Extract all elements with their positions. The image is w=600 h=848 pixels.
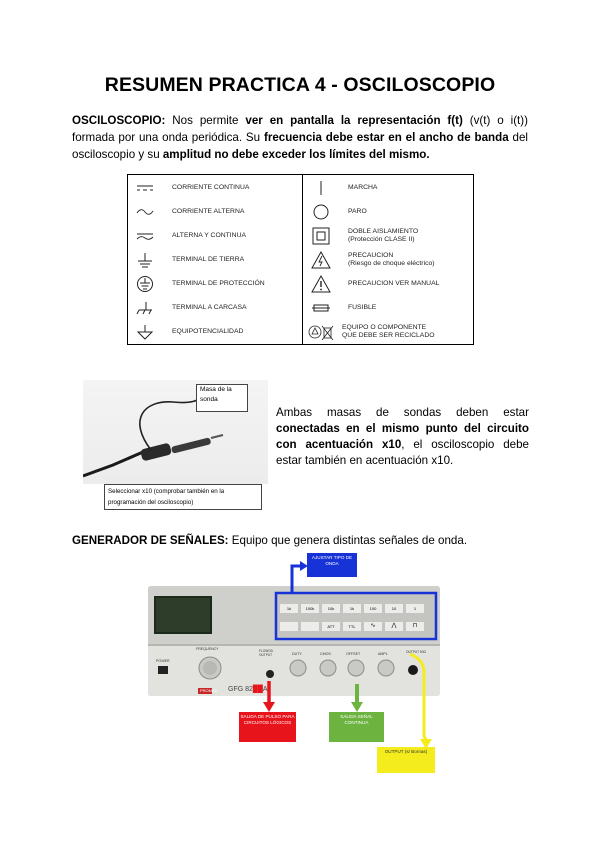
intro-term: OSCILOSCOPIO:	[72, 114, 166, 127]
page-title: RESUMEN PRACTICA 4 - OSCILOSCOPIO	[104, 74, 496, 96]
brand-logo: PROMAX	[200, 688, 218, 693]
square-wave-button[interactable]: ⊓	[406, 622, 424, 631]
symbol-label: PRECAUCION (Riesgo de choque eléctrico)	[348, 252, 435, 267]
sine-wave-button[interactable]: ∿	[364, 622, 382, 631]
red-arrow-head	[263, 702, 275, 712]
range-button[interactable]: 100k	[301, 604, 319, 613]
symbol-label: TERMINAL DE TIERRA	[172, 256, 245, 263]
intro-bold: frecuencia debe estar en el ancho de banda	[263, 131, 509, 144]
knob-label: FLOWOD OUTPUT	[259, 649, 273, 657]
symbol-label: DOBLE AISLAMIENTO (Protección CLASE II)	[348, 228, 419, 243]
knob-label: FREQUENCY	[196, 647, 219, 651]
intro-bold: amplitud no debe exceder los límites del mismo.	[162, 148, 430, 161]
range-button[interactable]: 10	[385, 604, 403, 613]
green-arrow-head	[351, 702, 363, 712]
intro-text: del osciloscopio y su	[72, 131, 528, 161]
knob-label: OUTPUT 50Ω	[406, 650, 426, 654]
symbol-label: TERMINAL DE PROTECCIÓN	[172, 280, 265, 287]
probe-x10-label: Seleccionar x10 (comprobar también en la programación del osciloscopio)	[104, 484, 262, 510]
knob-label: DUTY	[292, 652, 302, 656]
model-label: GFG 82██A	[228, 686, 268, 693]
range-button[interactable]: 10k	[322, 604, 340, 613]
intro-text: (v(t) o i(t)) formada por una onda periódica. Su	[72, 114, 528, 144]
knob-label: AMPL	[378, 652, 388, 656]
ttl-button[interactable]: TTL	[343, 622, 361, 631]
triangle-wave-button[interactable]: ⋀	[385, 622, 403, 631]
range-button[interactable]: 1k	[280, 604, 298, 613]
generator-heading: GENERADOR DE SEÑALES: Equipo que genera distintas señales de onda.	[72, 534, 468, 547]
callout-pulse-output: SALIDA DE PULSO PARA CIRCUITOS LÓGICOS	[239, 712, 296, 742]
callout-output: OUTPUT (s/ Bornas)	[377, 747, 435, 773]
intro-bold: ver en pantalla la representación f(t)	[245, 114, 463, 127]
range-button[interactable]: 1k	[343, 604, 361, 613]
knob-label: CMOS	[320, 652, 331, 656]
callout-wave-type: AJUSTAR TIPO DE ONDA	[307, 553, 357, 577]
att-button[interactable]: ATT	[322, 622, 340, 631]
symbol-label: MARCHA	[348, 184, 378, 191]
symbol-label: PRECAUCION VER MANUAL	[348, 280, 440, 287]
range-button[interactable]: 1	[406, 604, 424, 613]
symbol-label: FUSIBLE	[348, 304, 377, 311]
symbol-label: CORRIENTE ALTERNA	[172, 208, 245, 215]
symbol-label: PARO	[348, 208, 367, 215]
knob-label: OFFSET	[346, 652, 361, 656]
symbol-label: ALTERNA Y CONTINUA	[172, 232, 247, 239]
symbol-label: EQUIPOTENCIALIDAD	[172, 328, 244, 335]
yellow-arrow	[410, 654, 427, 742]
range-button[interactable]: 100	[364, 604, 382, 613]
probe-ground-label: Masa de la sonda	[196, 384, 248, 412]
wave-controls-highlight	[276, 593, 436, 639]
intro-text: Nos permite	[165, 114, 246, 127]
callout-dc-output: SALIDA SEÑAL CONTINUA	[329, 712, 384, 742]
symbol-label: TERMINAL A CARCASA	[172, 304, 247, 311]
probe-paragraph: Ambas masas de sondas deben estar conectadas en el mismo punto del circuito con acentuación x10, el osciloscopio debe estar también en acentuación x10.	[276, 406, 530, 467]
symbol-label: EQUIPO O COMPONENTE QUE DEBE SER RECICLADO	[342, 324, 435, 339]
power-label: POWER	[156, 659, 170, 663]
symbol-label: CORRIENTE CONTINUA	[172, 184, 250, 191]
